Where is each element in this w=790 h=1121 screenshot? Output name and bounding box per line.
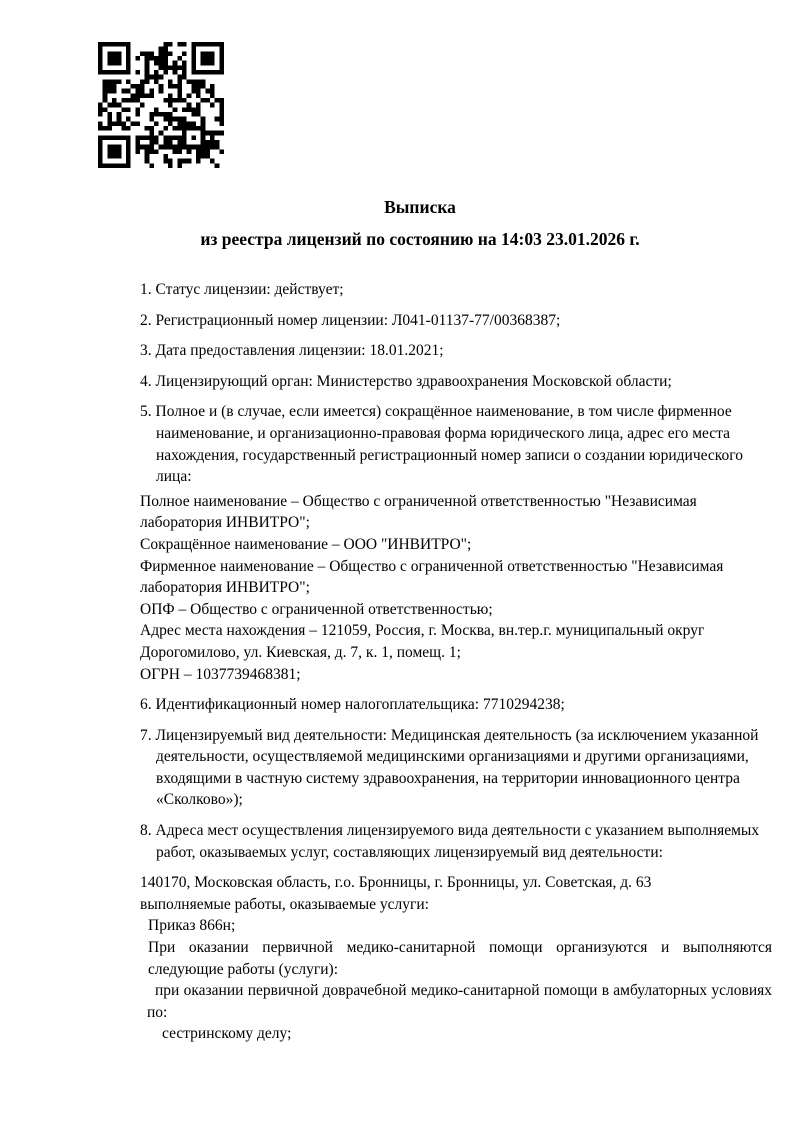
document-body <box>140 0 772 1045</box>
item-license-status: 1. Статус лицензии: действует; <box>140 281 344 298</box>
works-line-nursing: сестринскому делу; <box>162 1025 292 1043</box>
document-header <box>100 196 740 251</box>
document-subtitle: из реестра лицензий по состоянию на 14:03 23.01.2026 г. <box>200 229 640 249</box>
org-ogrn: ОГРН – 1037739468381; <box>140 665 301 683</box>
activity-block <box>140 872 772 1045</box>
item-names-heading: 5. Полное и (в случае, если имеется) сокращённое наименование, в том числе фирменное наименование, и организационно-правовая форма юридического лица, адрес его места нахождения, государственный регистрационный номер записи о создании юридического лица: <box>140 403 744 486</box>
works-line-pre-medical-care: при оказании первичной доврачебной медико-санитарной помощи в амбулаторных условиях по: <box>147 982 772 1021</box>
org-address: Адрес места нахождения – 121059, Россия, г. Москва, вн.тер.г. муниципальный округ Дорогомилово, ул. Киевская, д. 7, к. 1, помещ. 1; <box>140 622 705 661</box>
item-activity-type: 7. Лицензируемый вид деятельности: Медицинская деятельность (за исключением указанной деятельности, осуществляемой медицинскими организациями и другими организациями, входящими в частную систему здравоохранения, на территории инновационного центра «Сколково»); <box>140 726 759 809</box>
order-reference: Приказ 866н; <box>148 917 236 935</box>
org-full-name: Полное наименование – Общество с ограниченной ответственностью "Независимая лаборатория ИНВИТРО"; <box>140 492 697 532</box>
org-opf: ОПФ – Общество с ограниченной ответственностью; <box>140 600 493 618</box>
org-brand-name: Фирменное наименование – Общество с ограниченной ответственностью "Независимая лаборатория ИНВИТРО"; <box>140 557 724 597</box>
works-services-header: выполняемые работы, оказываемые услуги: <box>140 895 429 913</box>
document-title: Выписка <box>384 197 456 217</box>
item-licensing-authority: 4. Лицензирующий орган: Министерство здравоохранения Московской области; <box>140 372 672 390</box>
item-registration-number: 2. Регистрационный номер лицензии: Л041-01137-77/00368387; <box>140 311 561 329</box>
works-line-primary-care: При оказании первичной медико-санитарной помощи организуются и выполняются следующие работы (услуги): <box>148 939 772 978</box>
item-grant-date: 3. Дата предоставления лицензии: 18.01.2021; <box>140 342 444 360</box>
org-short-name: Сокращённое наименование – ООО "ИНВИТРО"; <box>140 535 472 553</box>
organization-block <box>140 491 772 685</box>
item-activity-addresses-heading: 8. Адреса мест осуществления лицензируемого вида деятельности с указанием выполняемых работ, оказываемых услуг, составляющих лицензируемый вид деятельности: <box>140 822 760 861</box>
activity-address: 140170, Московская область, г.о. Бронницы, г. Бронницы, ул. Советская, д. 63 <box>140 874 652 892</box>
item-inn: 6. Идентификационный номер налогоплательщика: 7710294238; <box>140 696 565 714</box>
